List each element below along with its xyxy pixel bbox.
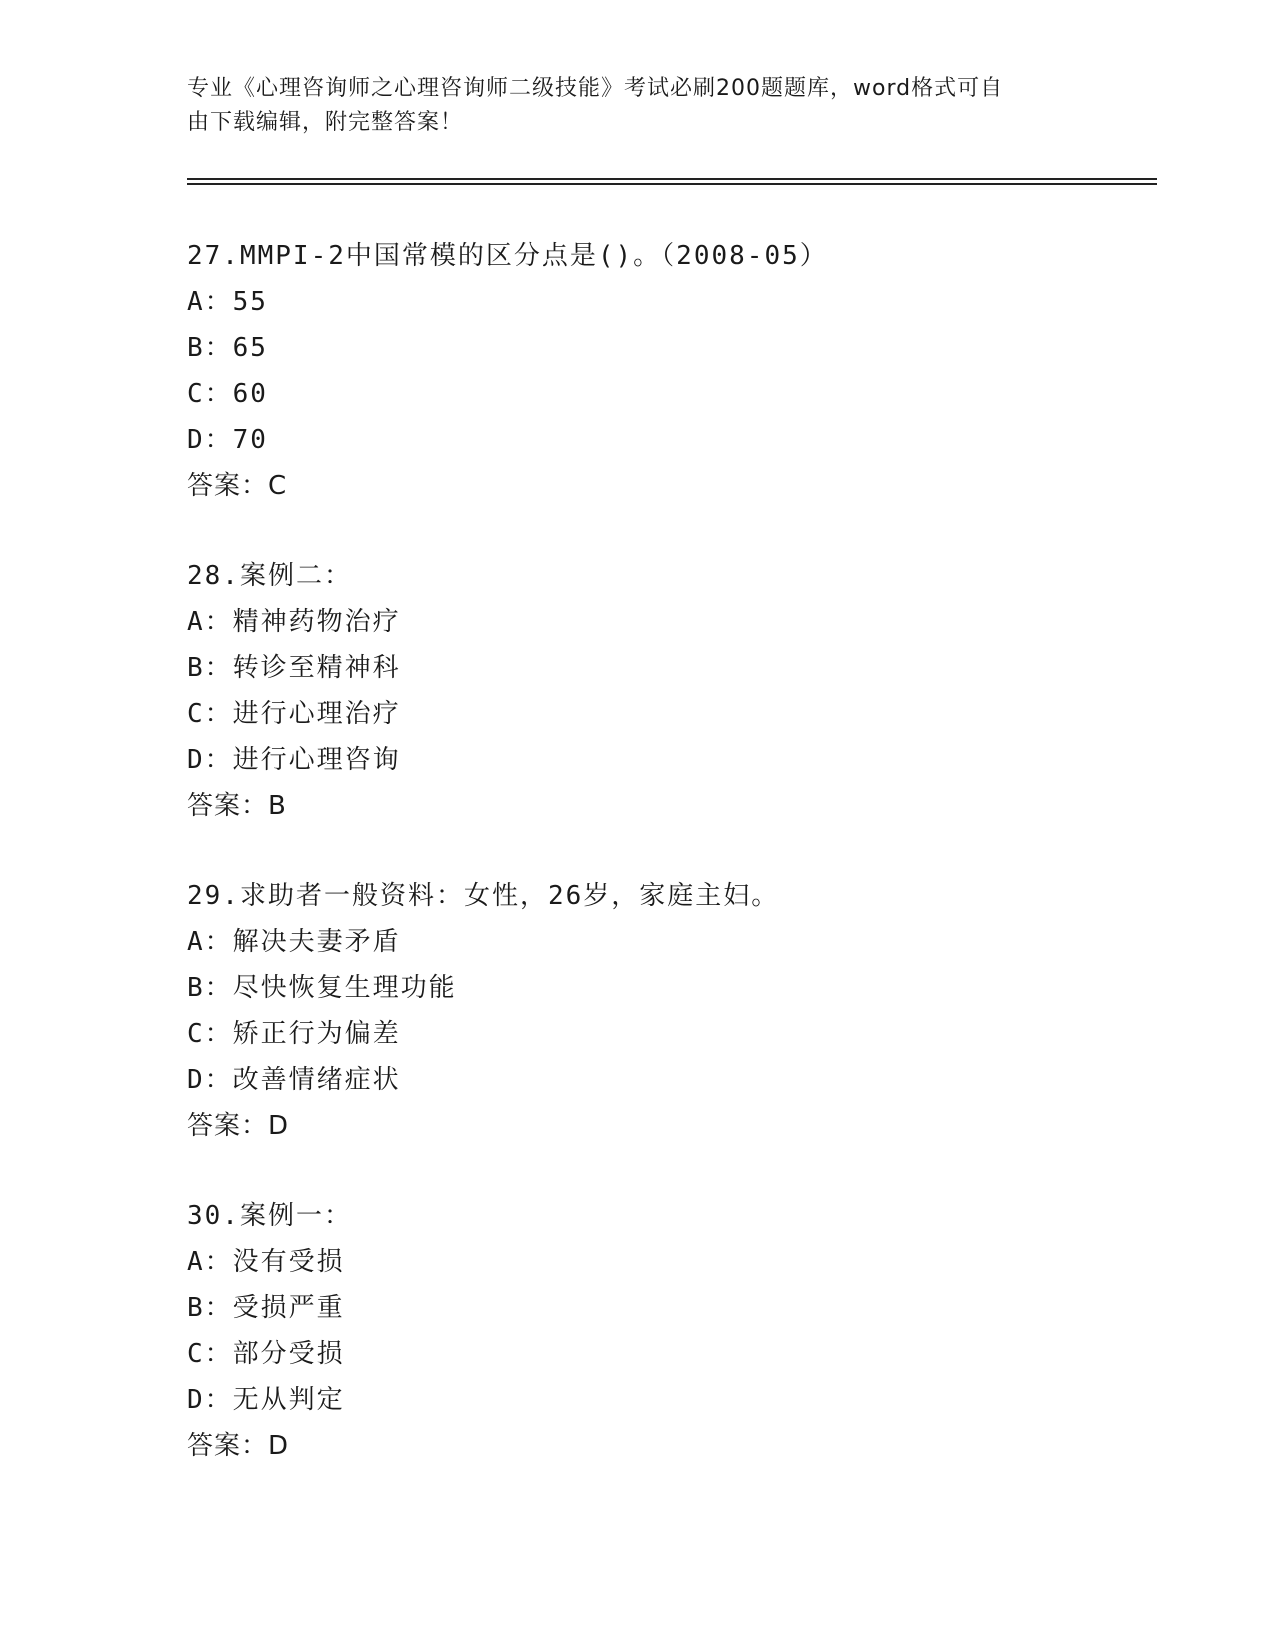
- question-block: [187, 553, 1137, 829]
- question-stem: 28.案例二：: [187, 561, 352, 591]
- option-a: A：精神药物治疗: [187, 607, 401, 637]
- answer-line: 答案：B: [187, 791, 287, 821]
- answer-line: 答案：D: [187, 1431, 290, 1461]
- option-b: B：尽快恢复生理功能: [187, 973, 457, 1003]
- question-block: [187, 233, 1137, 509]
- header-line-2: 由下载编辑，附完整答案！: [187, 110, 464, 135]
- option-b: B：转诊至精神科: [187, 653, 401, 683]
- option-b: B：受损严重: [187, 1293, 345, 1323]
- option-a: A：55: [187, 287, 268, 317]
- option-a: A：解决夫妻矛盾: [187, 927, 401, 957]
- option-d: D：70: [187, 425, 268, 455]
- question-stem: 29.求助者一般资料：女性，26岁，家庭主妇。: [187, 881, 780, 911]
- question-stem: 27.MMPI-2中国常模的区分点是()。（2008-05）: [187, 241, 828, 271]
- option-c: C：部分受损: [187, 1339, 345, 1369]
- option-c: C：60: [187, 379, 268, 409]
- document-header: [187, 72, 1067, 140]
- option-d: D：无从判定: [187, 1385, 345, 1415]
- option-d: D：改善情绪症状: [187, 1065, 401, 1095]
- option-b: B：65: [187, 333, 268, 363]
- header-line-1: 专业《心理咨询师之心理咨询师二级技能》考试必刷200题题库，word格式可自: [187, 76, 1004, 101]
- answer-line: 答案：D: [187, 1111, 290, 1141]
- option-c: C：矫正行为偏差: [187, 1019, 401, 1049]
- question-block: [187, 873, 1137, 1149]
- header-divider-bottom: [187, 183, 1157, 185]
- answer-line: 答案：C: [187, 471, 288, 501]
- question-stem: 30.案例一：: [187, 1201, 352, 1231]
- option-d: D：进行心理咨询: [187, 745, 401, 775]
- option-a: A：没有受损: [187, 1247, 345, 1277]
- header-divider-top: [187, 178, 1157, 180]
- option-c: C：进行心理治疗: [187, 699, 401, 729]
- question-block: [187, 1193, 1137, 1469]
